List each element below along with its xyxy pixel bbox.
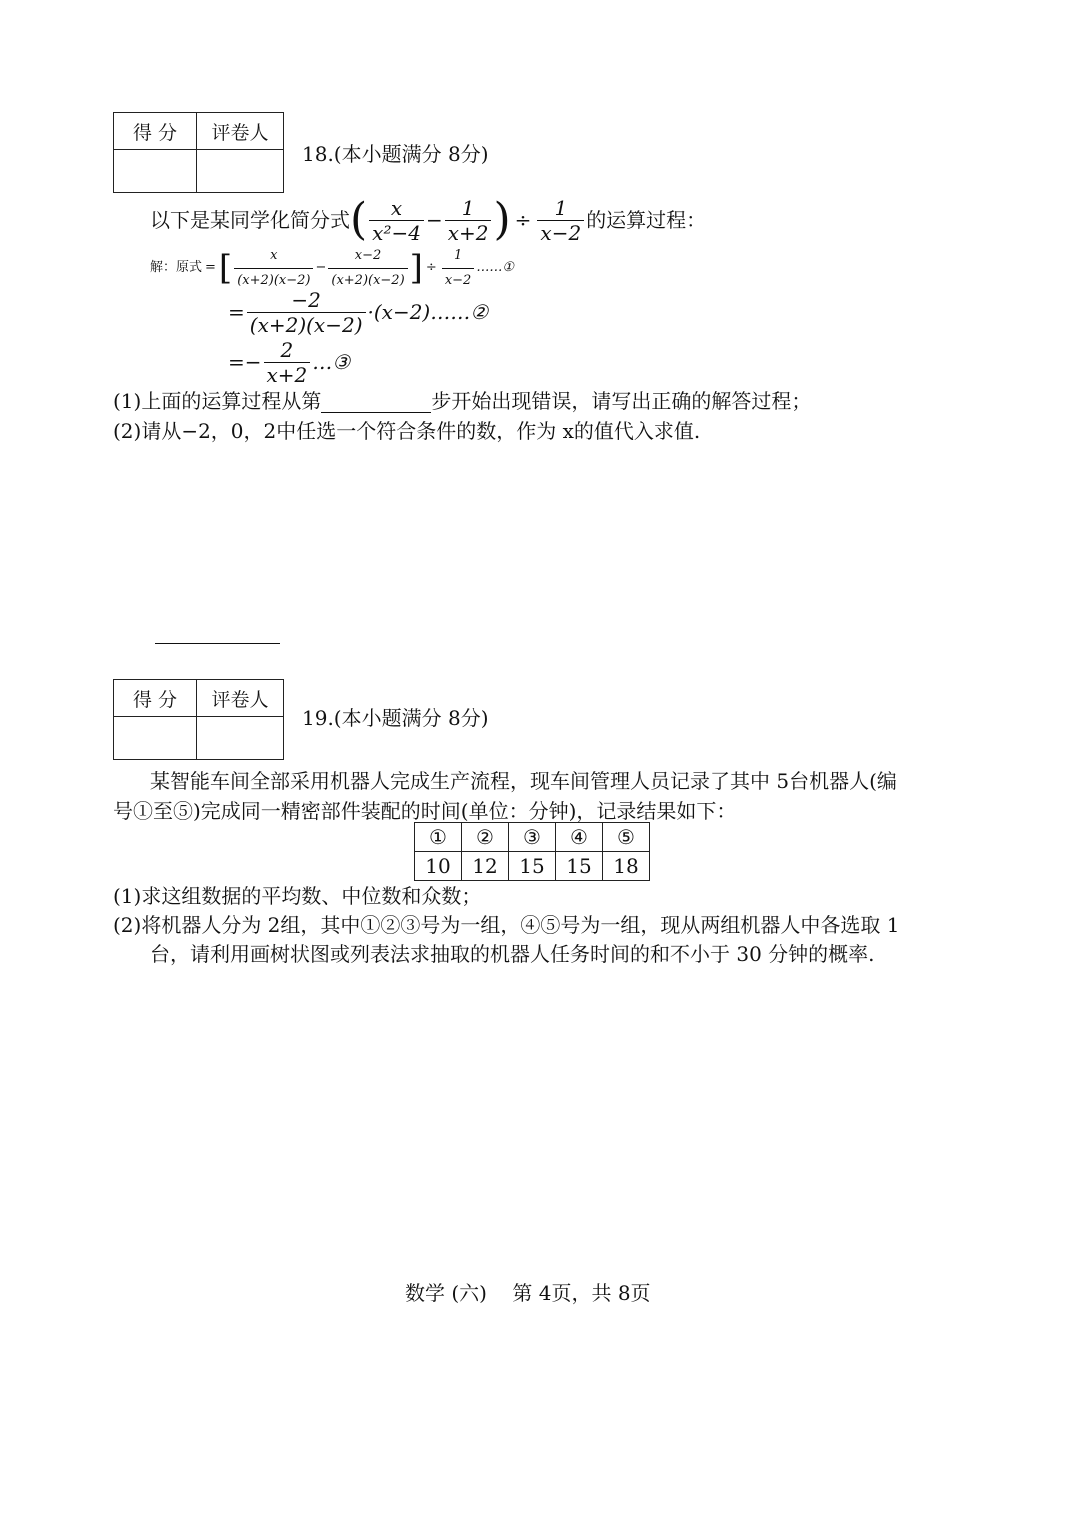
table-cell: 12 <box>462 852 509 881</box>
score-box-q19 <box>113 679 284 760</box>
answer-blank[interactable] <box>321 392 431 413</box>
q18-part1: (1)上面的运算过程从第 步开始出现错误，请写出正确的解答过程； <box>113 389 812 413</box>
grader-cell[interactable] <box>197 150 284 193</box>
solution-step3: =− $\frac{2}{x+2}$ …③ <box>228 337 351 387</box>
table-cell: 10 <box>415 852 462 881</box>
solution-label: 解：原式 <box>150 260 203 275</box>
score-label: 得 分 <box>114 113 197 150</box>
q19-intro-line1: 某智能车间全部采用机器人完成生产流程，现车间管理人员记录了其中 5台机器人(编 <box>150 769 897 793</box>
q18-intro-pre: 以下是某同学化简分式 <box>150 208 350 232</box>
table-header-cell: ③ <box>509 823 556 852</box>
step1-frac-c: $\frac{1}{x-2}$ <box>442 244 475 293</box>
step2-frac: $\frac{-2}{(x+2)(x-2)}$ <box>247 288 366 337</box>
frac-x-over-x2m4: $\frac{x}{\text{x²−4}}$ <box>369 196 424 245</box>
frac-1-over-xp2: $\frac{1}{x+2}$ <box>445 196 492 245</box>
step1-frac-b: $\frac{x-2}{(x+2)(x-2)}$ <box>328 244 407 293</box>
q18-intro: 以下是某同学化简分式 ( $\frac{x}{\text{x²−4}}$ − $\frac{1}{x+2}$ ) ÷ $\frac{1}{x-2}$ 的运算过程： <box>150 194 707 245</box>
grader-label: 评卷人 <box>197 113 284 150</box>
score-cell[interactable] <box>114 717 197 760</box>
q19-part1: (1)求这组数据的平均数、中位数和众数； <box>113 884 482 908</box>
grader-cell[interactable] <box>197 717 284 760</box>
table-header-cell: ⑤ <box>603 823 650 852</box>
step1-frac-a: $\frac{x}{(x+2)(x-2)}$ <box>234 244 313 293</box>
grader-label: 评卷人 <box>197 680 284 717</box>
table-cell: 15 <box>556 852 603 881</box>
table-cell: 15 <box>509 852 556 881</box>
paren-open: ( <box>350 194 368 245</box>
q19-title: 19.(本小题满分 8分) <box>302 706 489 730</box>
q19-part2-line1: (2)将机器人分为 2组，其中①②③号为一组，④⑤号为一组，现从两组机器人中各选取 1 <box>113 913 900 937</box>
divider <box>155 643 280 644</box>
table-header-cell: ① <box>415 823 462 852</box>
step3-frac: $\frac{2}{x+2}$ <box>264 338 311 387</box>
score-cell[interactable] <box>114 150 197 193</box>
solution-step2: = $\frac{-2}{(x+2)(x-2)}$ ·(x−2)……② <box>228 287 489 337</box>
frac-1-over-xm2: $\frac{1}{x-2}$ <box>537 196 584 245</box>
table-header-cell: ② <box>462 823 509 852</box>
table-header-cell: ④ <box>556 823 603 852</box>
page-footer: 数学 (六) 第 4页，共 8页 <box>405 1281 651 1305</box>
score-box-q18 <box>113 112 284 193</box>
solution-step1: 解：原式 = [ $\frac{x}{(x+2)(x-2)}$ − $\frac{x-2}{(x+2)(x-2)}$ ] ÷ $\frac{1}{x-2}$ ……① <box>150 246 514 290</box>
table-header-row <box>415 823 650 852</box>
score-label: 得 分 <box>114 680 197 717</box>
table-row <box>415 852 650 881</box>
q18-intro-post: 的运算过程： <box>586 208 707 232</box>
q18-part2: (2)请从−2，0，2中任选一个符合条件的数，作为 x的值代入求值. <box>113 419 701 443</box>
robot-time-table <box>414 822 650 881</box>
q19-intro-line2: 号①至⑤)完成同一精密部件装配的时间(单位：分钟)，记录结果如下： <box>113 799 737 823</box>
table-cell: 18 <box>603 852 650 881</box>
q18-title: 18.(本小题满分 8分) <box>302 142 489 166</box>
q19-part2-line2: 台，请利用画树状图或列表法求抽取的机器人任务时间的和不小于 30 分钟的概率. <box>150 942 875 966</box>
paren-close: ) <box>493 194 511 245</box>
